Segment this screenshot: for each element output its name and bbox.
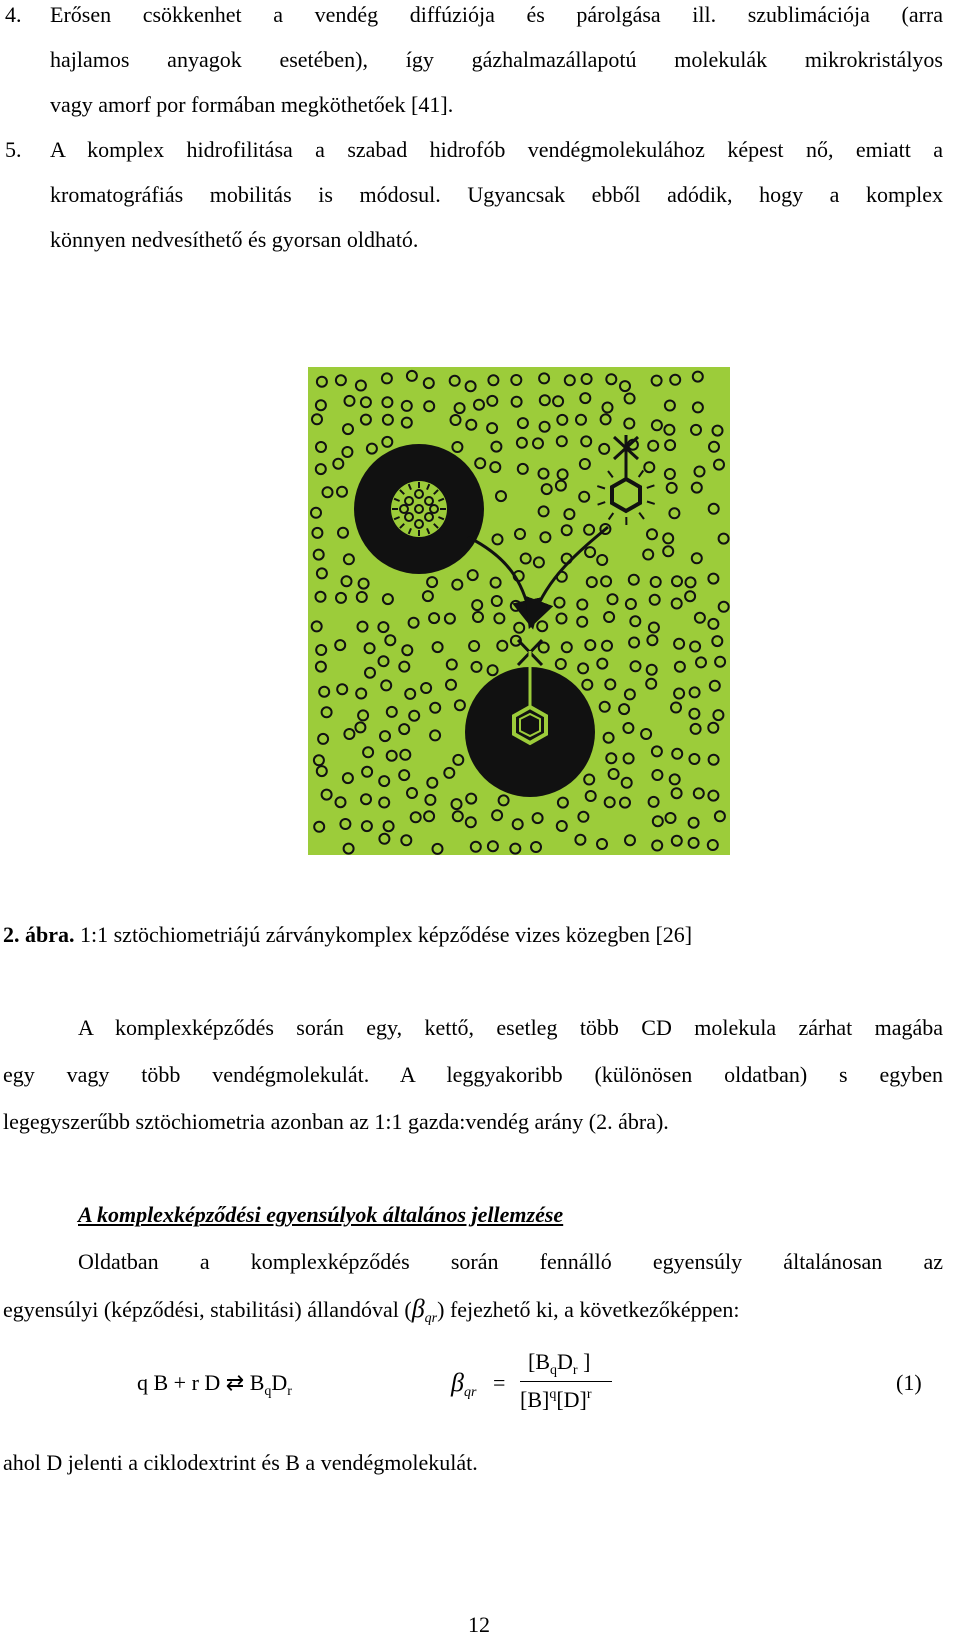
item4-line2: hajlamos anyagok esetében), így gázhalmazállapotú molekulák mikrokristályos (50, 47, 943, 72)
paragraph2-line2-start: egyensúlyi (képződési, stabilitási) állandóval ( (3, 1297, 412, 1322)
equation-denominator (520, 1387, 592, 1413)
figure-caption-label: 2. ábra. (3, 922, 75, 947)
closing-line: ahol D jelenti a ciklodextrint és B a vendégmolekulát. (3, 1450, 478, 1475)
figure-caption (3, 922, 692, 948)
page-number: 12 (468, 1612, 490, 1637)
paragraph1-line3: legegyszerűbb sztöchiometria azonban az 1:1 gazda:vendég arány (2. ábra). (3, 1109, 669, 1134)
equation-lhs-sub-r: r (287, 1384, 292, 1399)
item5-line2: kromatográfiás mobilitás is módosul. Ugyancsak ebből adódik, hogy a komplex (50, 182, 943, 207)
denominator-sup-q: q (549, 1387, 557, 1402)
list-number-5: 5. (5, 137, 22, 162)
item4-line3: vagy amorf por formában megköthetőek [41]. (50, 92, 454, 117)
numerator-D: D (557, 1349, 573, 1374)
paragraph1-line1: A komplexképződés során egy, kettő, esetleg több CD molekula zárhat magába (78, 1015, 943, 1040)
paragraph1-line2: egy vagy több vendégmolekulát. A leggyakoribb (különösen oldatban) s egyben (3, 1062, 943, 1087)
equation-lhs (137, 1370, 292, 1400)
section-heading: A komplexképződési egyensúlyok általános jellemzése (78, 1202, 564, 1227)
paragraph2-line2 (3, 1296, 740, 1332)
numerator-sub-q: q (550, 1363, 557, 1378)
numerator-close: ] (577, 1349, 591, 1374)
equation-numerator (528, 1349, 590, 1379)
equation-beta-sub: qr (463, 1385, 477, 1400)
equation-lhs-sub-q: q (264, 1384, 272, 1399)
equation-lhs-D: D (271, 1370, 288, 1395)
list-number-4: 4. (5, 2, 22, 27)
item5-line1: A komplex hidrofilitása a szabad hidrofób vendégmolekulához képest nő, emiatt a (50, 137, 943, 162)
equation-lhs-text: q B + r D ⇄ B (137, 1370, 265, 1395)
paragraph2-line1: Oldatban a komplexképződés során fennálló egyensúly általánosan az (78, 1249, 943, 1274)
equation-equals: = (493, 1370, 506, 1395)
item5-line3: könnyen nedvesíthető és gyorsan oldható. (50, 227, 419, 252)
beta-symbol: β (411, 1294, 425, 1323)
inclusion-complex-figure (308, 367, 730, 855)
numerator-sub-r: r (572, 1363, 578, 1378)
figure-caption-text: 1:1 sztöchiometriájú zárványkomplex képződése vizes közegben [26] (74, 922, 693, 947)
equation-beta (451, 1368, 476, 1401)
denominator-D: [D] (556, 1387, 587, 1412)
equation-beta-symbol: β (451, 1368, 464, 1397)
beta-subscript: qr (424, 1311, 438, 1326)
item4-line1: Erősen csökkenhet a vendég diffúziója és párolgása ill. szublimációja (arra (50, 2, 943, 27)
denominator-sup-r: r (586, 1387, 592, 1402)
numerator-open: [B (528, 1349, 550, 1374)
denominator-B: [B] (520, 1387, 550, 1412)
equation-number: (1) (896, 1370, 922, 1395)
cyclodextrin-top-left (354, 444, 484, 574)
paragraph2-line2-end: ) fejezhető ki, a következőképpen: (437, 1297, 740, 1322)
fraction-bar (520, 1381, 612, 1382)
